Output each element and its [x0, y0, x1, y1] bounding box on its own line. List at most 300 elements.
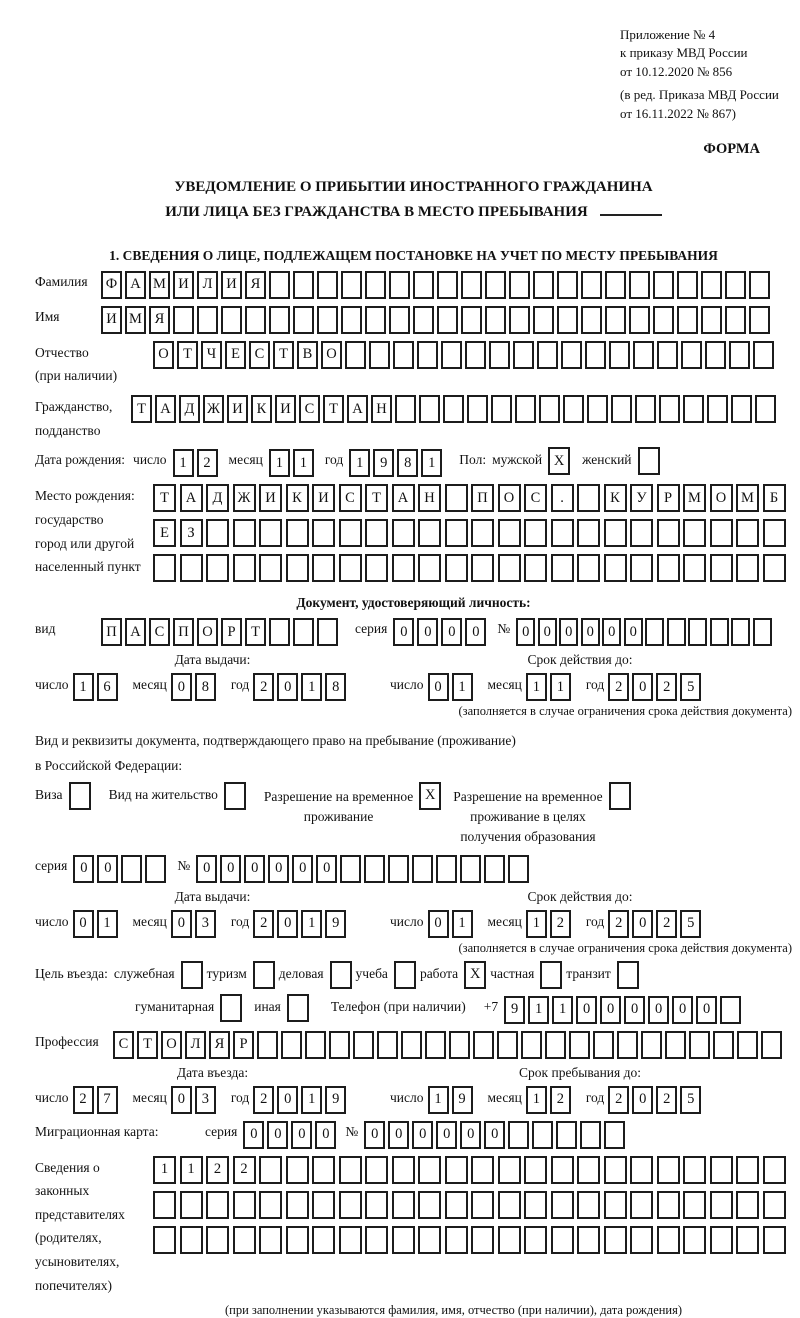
- identity-doc-heading: Документ, удостоверяющий личность:: [296, 595, 531, 611]
- char-cell: К: [251, 395, 272, 423]
- char-cell: [445, 484, 468, 512]
- birth-month-cells: [269, 447, 317, 477]
- char-cell: [221, 306, 242, 334]
- arrival-year: [253, 1084, 349, 1114]
- identity-validity-note: (заполняется в случае ограничения срока действия документа): [458, 704, 792, 719]
- char-cell: 0: [393, 618, 414, 646]
- char-cell: 0: [696, 996, 717, 1024]
- name-row: [35, 304, 792, 334]
- char-cell: 0: [220, 855, 241, 883]
- char-cell: К: [286, 484, 309, 512]
- identity-issue-block: Дата выдачи: число 1 6 месяц 0 8 год 2 0 1 8: [35, 652, 390, 701]
- char-cell: 0: [576, 996, 597, 1024]
- residence-valid-block: Срок действия до: число 0 1 месяц 1 2 год 2 0 2 5: [390, 889, 770, 938]
- char-cell: [312, 1191, 335, 1219]
- char-cell: [713, 1031, 734, 1059]
- char-cell: [532, 1121, 553, 1149]
- residence-issue-year: [253, 908, 349, 938]
- char-cell: [551, 1191, 574, 1219]
- char-cell: [629, 306, 650, 334]
- char-cell: [630, 1191, 653, 1219]
- char-cell: [233, 519, 256, 547]
- char-cell: [701, 271, 722, 299]
- char-cell: [683, 395, 704, 423]
- representatives-cells-3: [153, 1224, 789, 1254]
- char-cell: [563, 395, 584, 423]
- char-cell: С: [113, 1031, 134, 1059]
- char-cell: [585, 341, 606, 369]
- char-cell: [710, 1191, 733, 1219]
- migration-card-row: Миграционная карта: серия 0 0 0 0 № 0 0 0 0 0 0: [35, 1119, 792, 1149]
- birth-place-cells-2: [153, 517, 789, 547]
- birth-place-cells-1: [153, 482, 789, 512]
- char-cell: [259, 554, 282, 582]
- char-cell: И: [275, 395, 296, 423]
- char-cell: [604, 554, 627, 582]
- identity-issue-month: [171, 671, 219, 701]
- char-cell: [657, 554, 680, 582]
- char-cell: [593, 1031, 614, 1059]
- birth-day-cells: [173, 447, 221, 477]
- stay-block: Срок пребывания до: число 1 9 месяц 1 2 год 2 0 2 5: [390, 1065, 770, 1114]
- residence-series-row: серия 0 0 № 0 0 0 0 0 0: [35, 853, 792, 883]
- requisite-line: к приказу МВД России: [620, 45, 748, 61]
- char-cell: [392, 519, 415, 547]
- char-cell: 1: [97, 910, 118, 938]
- char-cell: [392, 554, 415, 582]
- char-cell: [521, 1031, 542, 1059]
- char-cell: [413, 306, 434, 334]
- char-cell: 0: [171, 910, 192, 938]
- char-cell: [604, 1191, 627, 1219]
- char-cell: 2: [550, 1086, 571, 1114]
- char-cell: [537, 341, 558, 369]
- char-cell: Ч: [201, 341, 222, 369]
- char-cell: 7: [97, 1086, 118, 1114]
- identity-type-row: вид П А С П О Р Т серия 0 0 0 0 № 0 0 0 0 0 0: [35, 616, 792, 646]
- purpose-official-checkbox: [181, 961, 203, 989]
- representatives-note: (при заполнении указываются фамилия, имя, отчество (при наличии), дата рождения): [225, 1303, 683, 1318]
- char-cell: [312, 1226, 335, 1254]
- char-cell: [471, 1226, 494, 1254]
- char-cell: О: [710, 484, 733, 512]
- birth-date-label: Дата рождения:: [35, 452, 126, 468]
- char-cell: 0: [364, 1121, 385, 1149]
- char-cell: [701, 306, 722, 334]
- char-cell: [753, 341, 774, 369]
- char-cell: [445, 1156, 468, 1184]
- char-cell: 0: [465, 618, 486, 646]
- char-cell: [524, 519, 547, 547]
- identity-series-cells: [393, 616, 489, 646]
- char-cell: Д: [206, 484, 229, 512]
- char-cell: 2: [253, 1086, 274, 1114]
- char-cell: [498, 519, 521, 547]
- char-cell: [286, 1226, 309, 1254]
- char-cell: [577, 1156, 600, 1184]
- char-cell: Л: [197, 271, 218, 299]
- char-cell: [753, 618, 772, 646]
- char-cell: [729, 341, 750, 369]
- char-cell: [577, 484, 600, 512]
- profession-cells: [113, 1029, 785, 1059]
- char-cell: Я: [209, 1031, 230, 1059]
- char-cell: [293, 271, 314, 299]
- char-cell: 0: [516, 618, 535, 646]
- char-cell: [524, 554, 547, 582]
- char-cell: [365, 271, 386, 299]
- temp-residence-label: Разрешение на временное проживание: [263, 788, 414, 825]
- char-cell: [206, 554, 229, 582]
- char-cell: [269, 306, 290, 334]
- char-cell: [736, 1156, 759, 1184]
- char-cell: Р: [657, 484, 680, 512]
- char-cell: [617, 1031, 638, 1059]
- char-cell: [557, 306, 578, 334]
- residence-number-cells: [196, 853, 532, 883]
- char-cell: 1: [428, 1086, 449, 1114]
- char-cell: О: [321, 341, 342, 369]
- char-cell: [630, 1156, 653, 1184]
- char-cell: [609, 341, 630, 369]
- char-cell: 0: [648, 996, 669, 1024]
- residence-permit-label: Вид на жительство: [108, 786, 218, 802]
- char-cell: 9: [504, 996, 525, 1024]
- char-cell: П: [471, 484, 494, 512]
- char-cell: [485, 271, 506, 299]
- char-cell: 2: [253, 673, 274, 701]
- char-cell: 2: [550, 910, 571, 938]
- section1-heading: 1. СВЕДЕНИЯ О ЛИЦЕ, ПОДЛЕЖАЩЕМ ПОСТАНОВКЕ НА УЧЕТ ПО МЕСТУ ПРЕБЫВАНИЯ: [109, 247, 718, 263]
- char-cell: [445, 1226, 468, 1254]
- char-cell: [340, 855, 361, 883]
- citizenship-label: Гражданство, подданство: [35, 399, 113, 438]
- char-cell: [401, 1031, 422, 1059]
- char-cell: 1: [301, 673, 322, 701]
- char-cell: [206, 519, 229, 547]
- char-cell: 0: [171, 1086, 192, 1114]
- char-cell: [580, 1121, 601, 1149]
- char-cell: [461, 306, 482, 334]
- migration-number-cells: [364, 1119, 628, 1149]
- representatives-cells-1: [153, 1154, 789, 1184]
- phone-label: Телефон (при наличии): [330, 998, 466, 1014]
- char-cell: 1: [153, 1156, 176, 1184]
- char-cell: Т: [323, 395, 344, 423]
- char-cell: [763, 1226, 786, 1254]
- char-cell: 5: [680, 910, 701, 938]
- char-cell: О: [498, 484, 521, 512]
- sex-label: Пол:: [459, 452, 487, 468]
- char-cell: [153, 1191, 176, 1219]
- char-cell: [557, 271, 578, 299]
- char-cell: У: [630, 484, 653, 512]
- char-cell: М: [149, 271, 170, 299]
- char-cell: 0: [581, 618, 600, 646]
- char-cell: [471, 519, 494, 547]
- migration-series-cells: [243, 1119, 339, 1149]
- char-cell: [749, 306, 770, 334]
- residence-valid-month: [526, 908, 574, 938]
- form-title-line1: УВЕДОМЛЕНИЕ О ПРИБЫТИИ ИНОСТРАННОГО ГРАЖДАНИНА: [174, 179, 653, 196]
- char-cell: 0: [292, 855, 313, 883]
- residence-permit-checkbox: [224, 782, 246, 810]
- char-cell: [657, 1191, 680, 1219]
- char-cell: [437, 306, 458, 334]
- char-cell: [365, 519, 388, 547]
- char-cell: [389, 306, 410, 334]
- char-cell: [641, 1031, 662, 1059]
- char-cell: [524, 1156, 547, 1184]
- char-cell: [286, 1191, 309, 1219]
- char-cell: [245, 306, 266, 334]
- char-cell: Д: [179, 395, 200, 423]
- char-cell: Е: [225, 341, 246, 369]
- char-cell: А: [125, 618, 146, 646]
- char-cell: [418, 554, 441, 582]
- char-cell: И: [259, 484, 282, 512]
- identity-issue-year: [253, 671, 349, 701]
- char-cell: Н: [371, 395, 392, 423]
- char-cell: [524, 1191, 547, 1219]
- surname-label: Фамилия: [35, 273, 88, 289]
- char-cell: [286, 554, 309, 582]
- char-cell: М: [683, 484, 706, 512]
- char-cell: [341, 271, 362, 299]
- char-cell: [417, 341, 438, 369]
- char-cell: [645, 618, 664, 646]
- arrival-day: [73, 1084, 121, 1114]
- char-cell: [688, 618, 707, 646]
- char-cell: 1: [528, 996, 549, 1024]
- entry-dates-row: [35, 1065, 792, 1114]
- char-cell: 0: [460, 1121, 481, 1149]
- char-cell: [443, 395, 464, 423]
- visit-purpose-row2: гуманитарная иная Телефон (при наличии) +7 9 1 1 0 0 0 0 0 0: [135, 994, 792, 1024]
- char-cell: [317, 618, 338, 646]
- char-cell: [445, 1191, 468, 1219]
- char-cell: 2: [656, 673, 677, 701]
- stay-month: [526, 1084, 574, 1114]
- char-cell: [233, 1226, 256, 1254]
- char-cell: 2: [197, 449, 218, 477]
- purpose-humanitarian-checkbox: [220, 994, 242, 1022]
- char-cell: 8: [325, 673, 346, 701]
- residence-intro: Вид и реквизиты документа, подтверждающего право на пребывание (проживание) в Российской Федерации:: [35, 733, 516, 773]
- char-cell: [736, 554, 759, 582]
- char-cell: [509, 306, 530, 334]
- char-cell: А: [125, 271, 146, 299]
- char-cell: [465, 341, 486, 369]
- char-cell: [425, 1031, 446, 1059]
- char-cell: [471, 1191, 494, 1219]
- form-title: [35, 176, 792, 224]
- char-cell: [755, 395, 776, 423]
- identity-valid-heading: Срок действия до:: [527, 652, 633, 668]
- char-cell: А: [180, 484, 203, 512]
- residence-valid-heading: Срок действия до:: [527, 888, 633, 904]
- char-cell: [489, 341, 510, 369]
- order-requisites: [620, 26, 792, 123]
- char-cell: [259, 1191, 282, 1219]
- char-cell: [257, 1031, 278, 1059]
- arrival-heading: Дата въезда:: [176, 1064, 249, 1080]
- char-cell: [635, 395, 656, 423]
- char-cell: [604, 1156, 627, 1184]
- char-cell: [653, 306, 674, 334]
- char-cell: 9: [373, 449, 394, 477]
- char-cell: [710, 554, 733, 582]
- char-cell: С: [149, 618, 170, 646]
- char-cell: [365, 1226, 388, 1254]
- char-cell: [498, 554, 521, 582]
- char-cell: [498, 1226, 521, 1254]
- char-cell: 0: [436, 1121, 457, 1149]
- char-cell: П: [173, 618, 194, 646]
- char-cell: [581, 271, 602, 299]
- representatives-cells-2: [153, 1189, 789, 1219]
- char-cell: 0: [441, 618, 462, 646]
- char-cell: [551, 1156, 574, 1184]
- char-cell: 5: [680, 1086, 701, 1114]
- char-cell: 0: [632, 1086, 653, 1114]
- sex-male-checkbox: X: [548, 447, 570, 475]
- residence-valid-day: [428, 908, 476, 938]
- char-cell: 1: [526, 1086, 547, 1114]
- char-cell: 0: [196, 855, 217, 883]
- char-cell: Н: [418, 484, 441, 512]
- char-cell: [392, 1156, 415, 1184]
- char-cell: Т: [177, 341, 198, 369]
- char-cell: [737, 1031, 758, 1059]
- char-cell: [587, 395, 608, 423]
- char-cell: 0: [388, 1121, 409, 1149]
- arrival-block: Дата въезда: число 2 7 месяц 0 3 год 2 0 1 9: [35, 1065, 390, 1114]
- char-cell: З: [180, 519, 203, 547]
- char-cell: 6: [97, 673, 118, 701]
- sex-female-label: женский: [582, 452, 632, 468]
- purpose-private-checkbox: [540, 961, 562, 989]
- char-cell: [441, 341, 462, 369]
- char-cell: Ф: [101, 271, 122, 299]
- char-cell: [180, 1191, 203, 1219]
- char-cell: А: [392, 484, 415, 512]
- char-cell: [736, 1191, 759, 1219]
- char-cell: 0: [171, 673, 192, 701]
- purpose-other-checkbox: [287, 994, 309, 1022]
- char-cell: 1: [269, 449, 290, 477]
- name-label: Имя: [35, 308, 60, 324]
- title-blank-line: [600, 200, 662, 216]
- char-cell: [561, 341, 582, 369]
- char-cell: [153, 554, 176, 582]
- char-cell: 0: [277, 910, 298, 938]
- char-cell: 0: [97, 855, 118, 883]
- char-cell: [418, 1156, 441, 1184]
- char-cell: [677, 271, 698, 299]
- char-cell: [339, 1226, 362, 1254]
- char-cell: [365, 1191, 388, 1219]
- char-cell: [683, 1156, 706, 1184]
- char-cell: П: [101, 618, 122, 646]
- name-cells: [101, 304, 773, 334]
- representatives-label: Сведения о законных представителях (родителях, усыновителях, попечителях): [35, 1159, 125, 1293]
- sex-female-checkbox: [638, 447, 660, 475]
- phone-cells: [504, 994, 744, 1024]
- representatives-cell-rows: [153, 1154, 789, 1259]
- birth-place-cell-rows: [153, 482, 789, 587]
- char-cell: [286, 1156, 309, 1184]
- char-cell: [388, 855, 409, 883]
- char-cell: [233, 1191, 256, 1219]
- char-cell: 0: [672, 996, 693, 1024]
- char-cell: [345, 341, 366, 369]
- char-cell: В: [297, 341, 318, 369]
- char-cell: [736, 1226, 759, 1254]
- char-cell: 0: [428, 910, 449, 938]
- char-cell: [491, 395, 512, 423]
- purpose-transit-checkbox: [617, 961, 639, 989]
- char-cell: 1: [421, 449, 442, 477]
- char-cell: 0: [73, 855, 94, 883]
- profession-label: Профессия: [35, 1033, 99, 1049]
- requisite-line: от 10.12.2020 № 856: [620, 63, 733, 79]
- char-cell: 3: [195, 1086, 216, 1114]
- visa-checkbox: [69, 782, 91, 810]
- char-cell: [707, 395, 728, 423]
- char-cell: [577, 554, 600, 582]
- char-cell: [339, 554, 362, 582]
- char-cell: [419, 395, 440, 423]
- char-cell: 0: [316, 855, 337, 883]
- char-cell: 1: [552, 996, 573, 1024]
- purpose-study-checkbox: [394, 961, 416, 989]
- char-cell: [551, 1226, 574, 1254]
- char-cell: [437, 271, 458, 299]
- residence-validity-note: (заполняется в случае ограничения срока действия документа): [458, 940, 792, 955]
- char-cell: 8: [397, 449, 418, 477]
- char-cell: Т: [273, 341, 294, 369]
- sex-male-label: мужской: [492, 452, 543, 468]
- char-cell: Ж: [233, 484, 256, 512]
- char-cell: [365, 1156, 388, 1184]
- char-cell: [485, 306, 506, 334]
- char-cell: [731, 618, 750, 646]
- birth-place-row: [35, 482, 792, 587]
- char-cell: [629, 271, 650, 299]
- visit-purpose-label: Цель въезда:: [35, 965, 108, 981]
- char-cell: [180, 1226, 203, 1254]
- residence-series-cells: [73, 853, 169, 883]
- char-cell: [418, 1191, 441, 1219]
- char-cell: 1: [73, 673, 94, 701]
- char-cell: [312, 554, 335, 582]
- char-cell: 0: [267, 1121, 288, 1149]
- char-cell: [683, 554, 706, 582]
- citizenship-row: [35, 393, 792, 442]
- char-cell: [710, 618, 729, 646]
- residence-options-row: [35, 782, 792, 848]
- char-cell: [551, 519, 574, 547]
- char-cell: [389, 271, 410, 299]
- char-cell: 1: [173, 449, 194, 477]
- char-cell: [413, 271, 434, 299]
- char-cell: [259, 519, 282, 547]
- char-cell: Б: [763, 484, 786, 512]
- char-cell: Т: [365, 484, 388, 512]
- char-cell: 2: [73, 1086, 94, 1114]
- char-cell: 1: [180, 1156, 203, 1184]
